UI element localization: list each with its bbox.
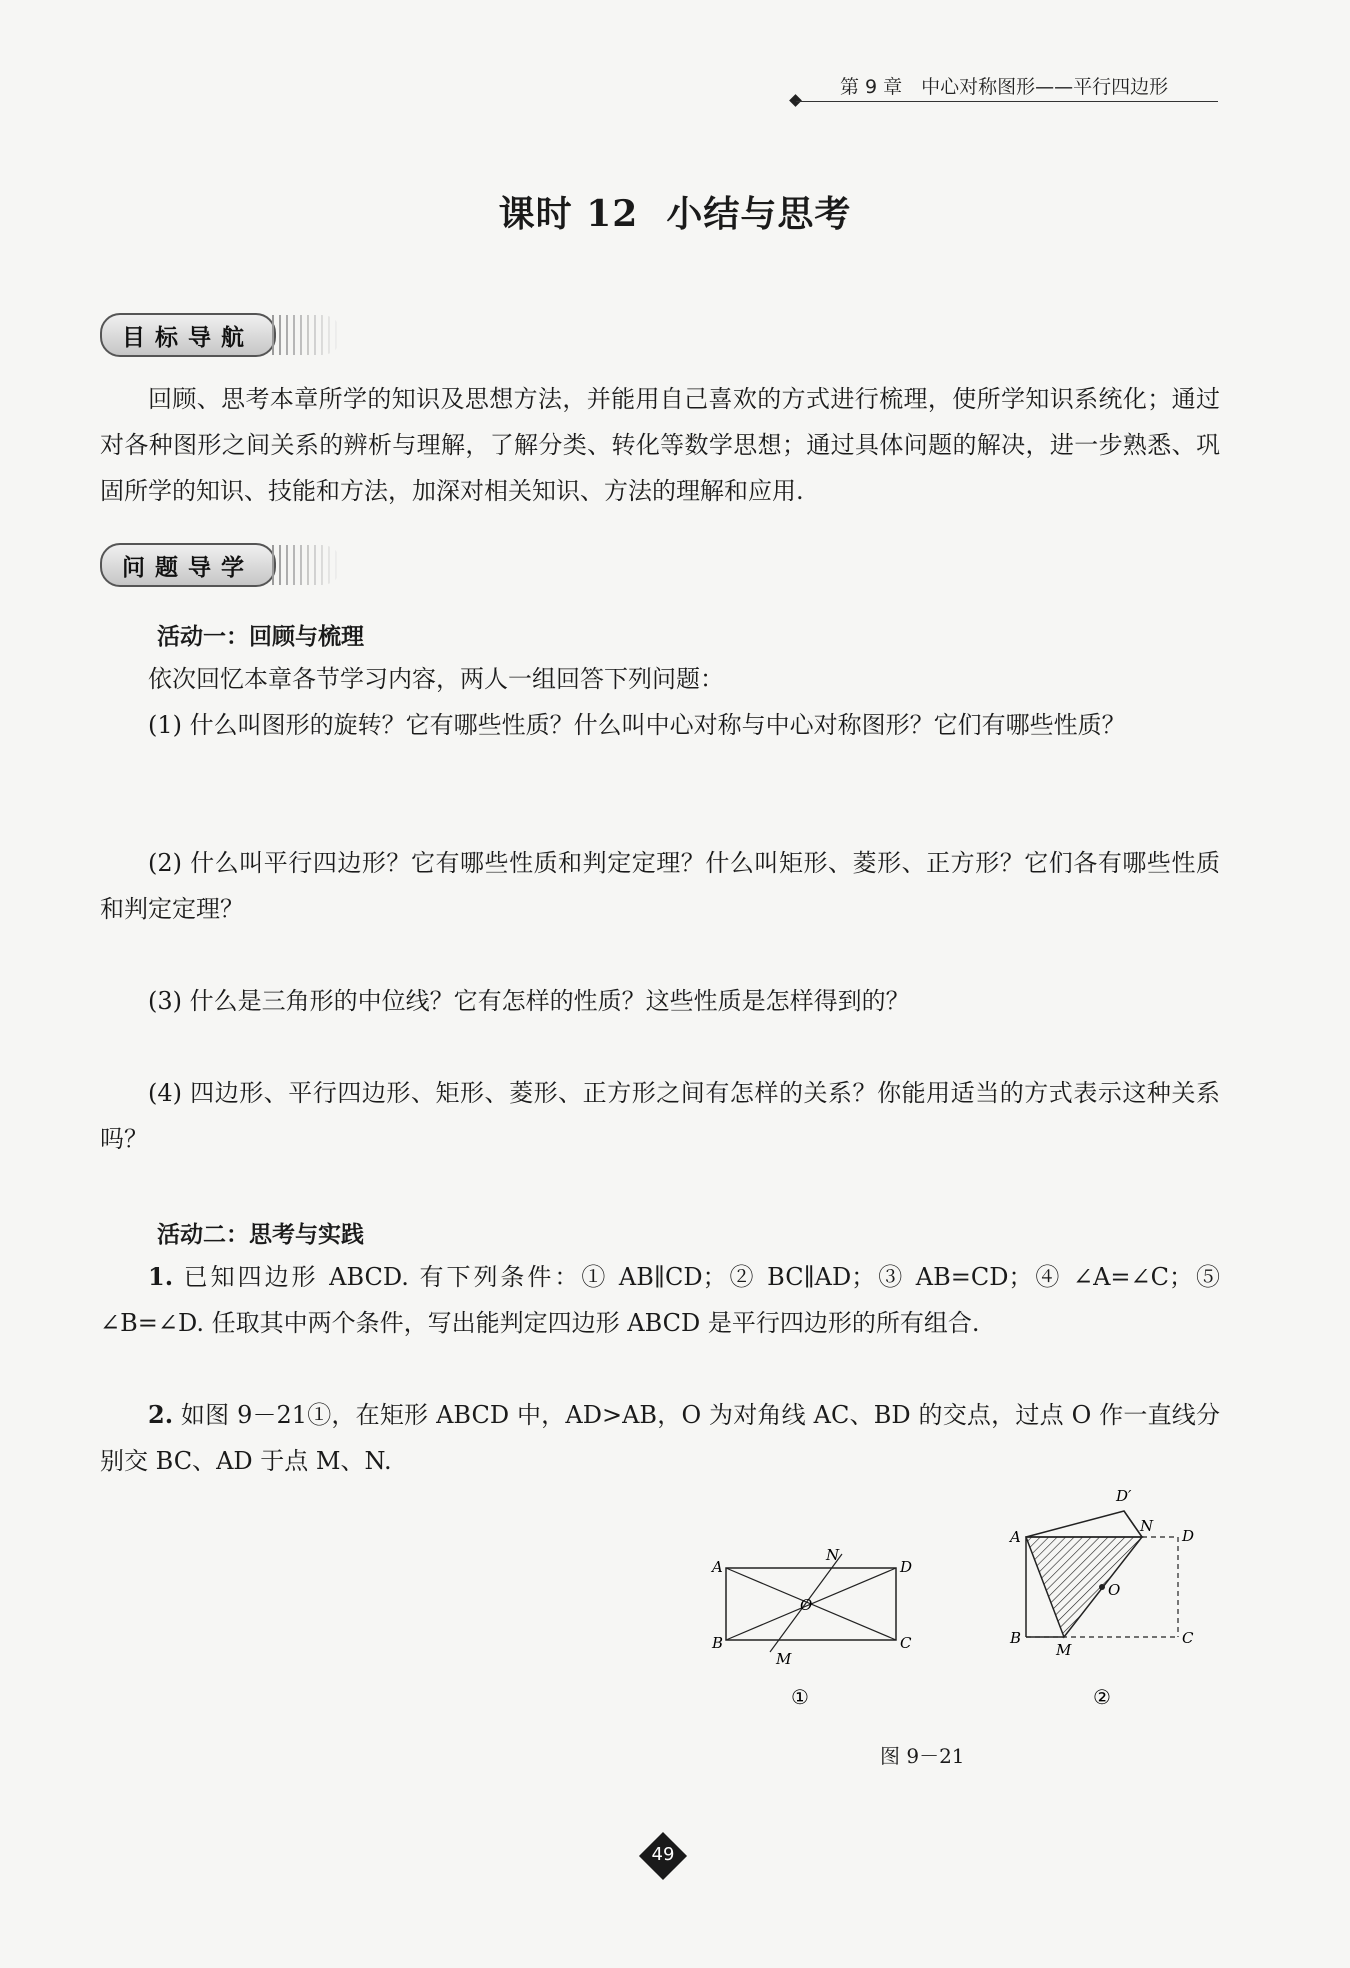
label-a: A	[712, 1558, 723, 1576]
question-3: (3) 什么是三角形的中位线？它有怎样的性质？这些性质是怎样得到的？	[148, 987, 910, 1015]
figure-caption: 图 9－21	[880, 1744, 965, 1768]
problem-1	[100, 1254, 1220, 1346]
problem-1-number: 1.	[148, 1262, 174, 1291]
activity1-intro: 依次回忆本章各节学习内容，两人一组回答下列问题：	[148, 665, 724, 693]
goal-text: 回顾、思考本章所学的知识及思想方法，并能用自己喜欢的方式进行梳理，使所学知识系统化；通过对各种图形之间关系的辨析与理解，了解分类、转化等数学思想；通过具体问题的解决，进一步熟悉、巩固所学的知识、技能和方法，加深对相关知识、方法的理解和应用.	[100, 385, 1220, 505]
lesson-number: 课时 12	[498, 193, 639, 235]
problem-1-text: 已知四边形 ABCD. 有下列条件：① AB∥CD；② BC∥AD；③ AB=CD；④ ∠A=∠C；⑤ ∠B=∠D. 任取其中两个条件，写出能判定四边形 ABCD 是平行四边形的所有组合.	[100, 1263, 1220, 1337]
label-n: N	[1140, 1517, 1154, 1535]
lesson-title	[0, 186, 1350, 237]
label-d: D	[1182, 1527, 1195, 1545]
guide-tab-label: 问题导学	[100, 543, 276, 587]
activity2-title: 活动二：思考与实践	[157, 1222, 364, 1248]
point-o	[1099, 1584, 1105, 1590]
figure-9-21-2	[1000, 1475, 1220, 1720]
label-o: O	[1108, 1581, 1121, 1599]
tab-trail-decoration	[272, 545, 342, 585]
label-b: B	[712, 1634, 724, 1652]
problem-2-number: 2.	[148, 1400, 174, 1429]
problem-2-text: 如图 9－21①，在矩形 ABCD 中，AD>AB，O 为对角线 AC、BD 的交点，过点 O 作一直线分别交 BC、AD 于点 M、N.	[100, 1401, 1220, 1475]
question-2: (2) 什么叫平行四边形？它有哪些性质和判定定理？什么叫矩形、菱形、正方形？它们各有哪些性质和判定定理？	[100, 849, 1220, 923]
activity1-title: 活动一：回顾与梳理	[157, 624, 364, 650]
page-number	[643, 1836, 683, 1876]
page-number-text: 49	[651, 1844, 675, 1865]
tab-trail-decoration	[272, 315, 342, 355]
label-c: C	[900, 1634, 912, 1652]
goal-tab-label: 目标导航	[100, 313, 276, 357]
lesson-topic: 小结与思考	[666, 193, 852, 235]
subfigure-1-label: ①	[791, 1685, 809, 1709]
header-rule	[796, 101, 1218, 102]
label-b: B	[1010, 1629, 1022, 1647]
label-a: A	[1010, 1528, 1021, 1546]
label-d-prime: D′	[1116, 1487, 1132, 1505]
figure-9-21-1	[700, 1540, 920, 1720]
chapter-header: 第 9 章 中心对称图形——平行四边形	[840, 76, 1169, 98]
goal-section-tab	[100, 314, 342, 356]
label-c: C	[1182, 1629, 1194, 1647]
folded-part	[1026, 1511, 1142, 1537]
label-m: M	[1056, 1641, 1072, 1659]
subfigure-2-label: ②	[1093, 1685, 1111, 1709]
shaded-triangle	[1026, 1537, 1142, 1637]
label-m: M	[776, 1650, 792, 1668]
label-n: N	[826, 1546, 840, 1564]
label-d: D	[900, 1558, 913, 1576]
label-o: O	[800, 1596, 813, 1614]
question-1: (1) 什么叫图形的旋转？它有哪些性质？什么叫中心对称与中心对称图形？它们有哪些性质？	[148, 711, 1126, 739]
question-4: (4) 四边形、平行四边形、矩形、菱形、正方形之间有怎样的关系？你能用适当的方式表示这种关系吗？	[100, 1079, 1220, 1153]
problem-2	[100, 1392, 1220, 1484]
guide-section-tab	[100, 544, 342, 586]
